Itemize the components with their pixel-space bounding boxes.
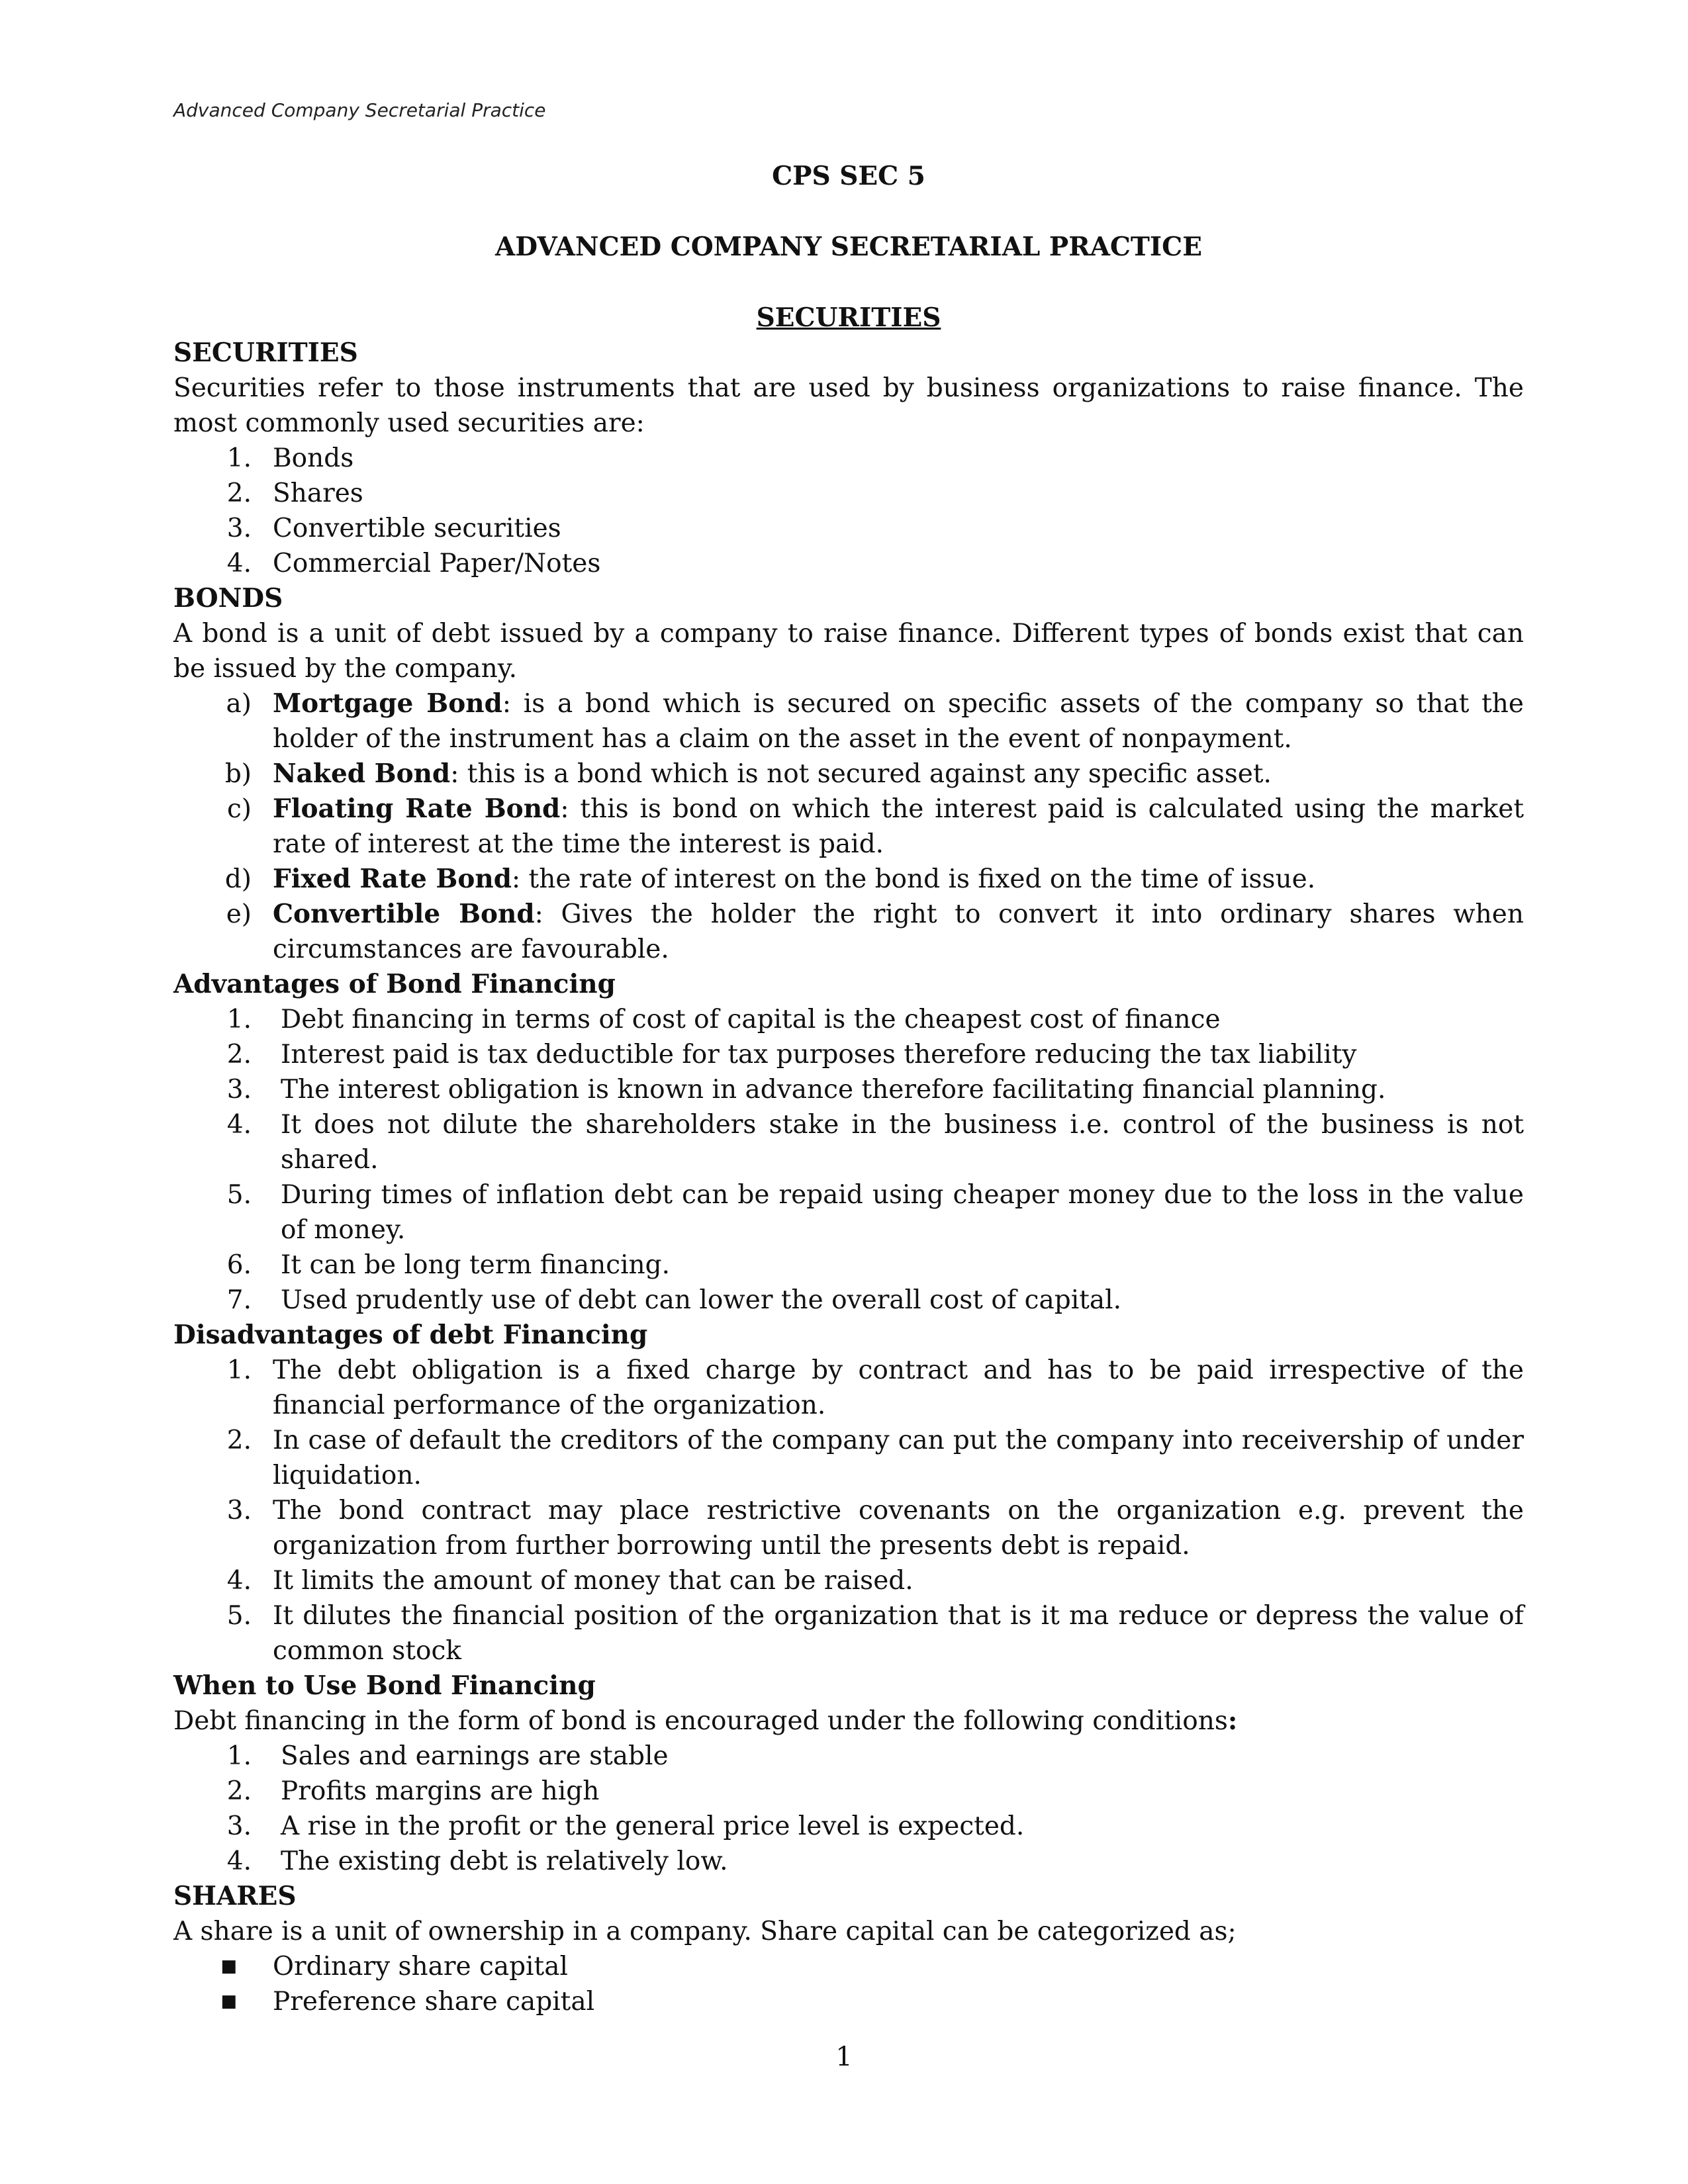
bond-term: Convertible Bond	[273, 899, 535, 929]
list-item	[173, 1984, 1524, 2019]
when-to-use-heading: When to Use Bond Financing	[173, 1670, 596, 1701]
bond-term: Fixed Rate Bond	[273, 864, 512, 894]
running-header: Advanced Company Secretarial Practice	[173, 99, 546, 121]
list-number: 2.	[226, 1776, 252, 1806]
list-item	[173, 1037, 1524, 1072]
list-item	[173, 792, 1524, 862]
list-number: 3.	[226, 1075, 252, 1105]
list-text: The bond contract may place restrictive covenants on the organization e.g. prevent the organization from further borrowing until the presents debt is repaid.	[273, 1496, 1524, 1561]
bond-definition: : Gives the holder the right to convert it into ordinary shares when circumstances are favourable.	[273, 899, 1524, 964]
list-text: Used prudently use of debt can lower the overall cost of capital.	[281, 1285, 1121, 1315]
list-number: 3.	[226, 1496, 252, 1525]
share-capital-list	[173, 1949, 1524, 2019]
bond-term: Naked Bond	[273, 758, 451, 789]
square-bullet-icon: ■	[220, 1991, 237, 2011]
list-item	[173, 1563, 1524, 1598]
list-number: 5.	[226, 1180, 252, 1210]
list-text: Shares	[273, 478, 363, 508]
list-item	[173, 1598, 1524, 1668]
list-text: Profits margins are high	[281, 1776, 600, 1806]
list-letter: b)	[224, 759, 252, 789]
list-number: 5.	[226, 1601, 252, 1631]
securities-heading: SECURITIES	[173, 338, 358, 368]
list-text: Debt financing in terms of cost of capital is the cheapest cost of finance	[281, 1005, 1221, 1034]
list-item	[173, 1072, 1524, 1107]
list-item	[173, 1353, 1524, 1423]
list-text: The interest obligation is known in advance therefore facilitating financial planning.	[281, 1075, 1386, 1105]
list-letter: e)	[226, 899, 252, 929]
securities-list	[173, 441, 1524, 581]
list-number: 1.	[226, 1355, 252, 1385]
list-text: It does not dilute the shareholders stake in the business i.e. control of the business is not shared.	[281, 1110, 1524, 1175]
list-text: Preference share capital	[273, 1987, 595, 2017]
list-item	[173, 1177, 1524, 1248]
list-item	[173, 1809, 1524, 1844]
bond-definition: : this is a bond which is not secured against any specific asset.	[450, 759, 1272, 789]
list-number: 2.	[226, 1040, 252, 1069]
when-to-use-list	[173, 1739, 1524, 1879]
list-item	[173, 862, 1524, 897]
list-text: Convertible securities	[273, 514, 561, 543]
bonds-heading: BONDS	[173, 583, 283, 614]
securities-intro: Securities refer to those instruments that are used by business organizations to raise finance. The most commonly used securities are:	[173, 373, 1524, 438]
list-number: 4.	[226, 1846, 252, 1876]
list-item	[173, 1248, 1524, 1283]
list-number: 7.	[226, 1285, 252, 1315]
list-item	[173, 686, 1524, 756]
list-number: 4.	[226, 1110, 252, 1140]
shares-heading: SHARES	[173, 1881, 297, 1911]
list-number: 4.	[226, 1566, 252, 1596]
page-content	[173, 159, 1524, 2019]
list-text: Sales and earnings are stable	[281, 1741, 669, 1771]
bond-definition: : the rate of interest on the bond is fixed on the time of issue.	[512, 864, 1316, 894]
list-item	[173, 511, 1524, 546]
disadvantages-list	[173, 1353, 1524, 1668]
list-text: The existing debt is relatively low.	[281, 1846, 728, 1876]
when-to-use-intro-colon: :	[1227, 1706, 1238, 1736]
disadvantages-heading: Disadvantages of debt Financing	[173, 1320, 648, 1350]
list-item	[173, 476, 1524, 511]
list-number: 1.	[226, 1741, 252, 1771]
list-letter: d)	[224, 864, 252, 894]
list-number: 3.	[226, 1811, 252, 1841]
list-number: 3.	[226, 514, 252, 543]
list-letter: a)	[226, 689, 252, 719]
list-item	[173, 1283, 1524, 1318]
list-item	[173, 546, 1524, 581]
square-bullet-icon: ■	[220, 1956, 237, 1976]
list-text: The debt obligation is a fixed charge by contract and has to be paid irrespective of the financial performance of the organization.	[273, 1355, 1524, 1420]
list-item	[173, 1844, 1524, 1879]
list-item	[173, 441, 1524, 476]
list-number: 6.	[226, 1250, 252, 1280]
list-text: It can be long term financing.	[281, 1250, 671, 1280]
list-item	[173, 1949, 1524, 1984]
list-text: During times of inflation debt can be repaid using cheaper money due to the loss in the value of money.	[281, 1180, 1524, 1245]
list-item	[173, 1423, 1524, 1493]
bonds-intro: A bond is a unit of debt issued by a company to raise finance. Different types of bonds exist that can be issued by the company.	[173, 619, 1524, 684]
shares-intro: A share is a unit of ownership in a company. Share capital can be categorized as;	[173, 1917, 1237, 1946]
list-number: 2.	[226, 478, 252, 508]
page-number: 1	[835, 2042, 853, 2072]
list-letter: c)	[226, 794, 252, 824]
list-text: Interest paid is tax deductible for tax purposes therefore reducing the tax liability	[281, 1040, 1357, 1069]
when-to-use-intro-text: Debt financing in the form of bond is encouraged under the following conditions	[173, 1706, 1228, 1736]
list-item	[173, 1107, 1524, 1177]
section-title: SECURITIES	[756, 302, 941, 333]
list-number: 4.	[226, 549, 252, 578]
list-text: In case of default the creditors of the company can put the company into receivership of under liquidation.	[273, 1426, 1524, 1490]
list-text: It dilutes the financial position of the organization that is it ma reduce or depress the value of common stock	[273, 1601, 1524, 1666]
list-number: 1.	[226, 1005, 252, 1034]
list-number: 2.	[226, 1426, 252, 1455]
list-text: Bonds	[273, 443, 354, 473]
list-item	[173, 897, 1524, 967]
document-code: CPS SEC 5	[772, 161, 925, 191]
list-item	[173, 1002, 1524, 1037]
document-title: ADVANCED COMPANY SECRETARIAL PRACTICE	[495, 232, 1202, 262]
list-item	[173, 1739, 1524, 1774]
list-item	[173, 1493, 1524, 1563]
bond-term: Mortgage Bond	[273, 688, 502, 719]
list-item	[173, 1774, 1524, 1809]
when-to-use-intro	[173, 1704, 1524, 1739]
list-text: It limits the amount of money that can be raised.	[273, 1566, 914, 1596]
bond-definition: : is a bond which is secured on specific assets of the company so that the holder of the instrument has a claim on the asset in the event of nonpayment.	[273, 689, 1524, 754]
list-text: A rise in the profit or the general price level is expected.	[281, 1811, 1025, 1841]
list-number: 1.	[226, 443, 252, 473]
list-item	[173, 756, 1524, 792]
bond-definition: : this is bond on which the interest paid is calculated using the market rate of interest at the time the interest is paid.	[273, 794, 1524, 859]
list-text: Ordinary share capital	[273, 1952, 568, 1981]
bond-term: Floating Rate Bond	[273, 794, 561, 824]
advantages-list	[173, 1002, 1524, 1318]
bond-types-list	[173, 686, 1524, 967]
list-text: Commercial Paper/Notes	[273, 549, 601, 578]
advantages-heading: Advantages of Bond Financing	[173, 969, 616, 999]
